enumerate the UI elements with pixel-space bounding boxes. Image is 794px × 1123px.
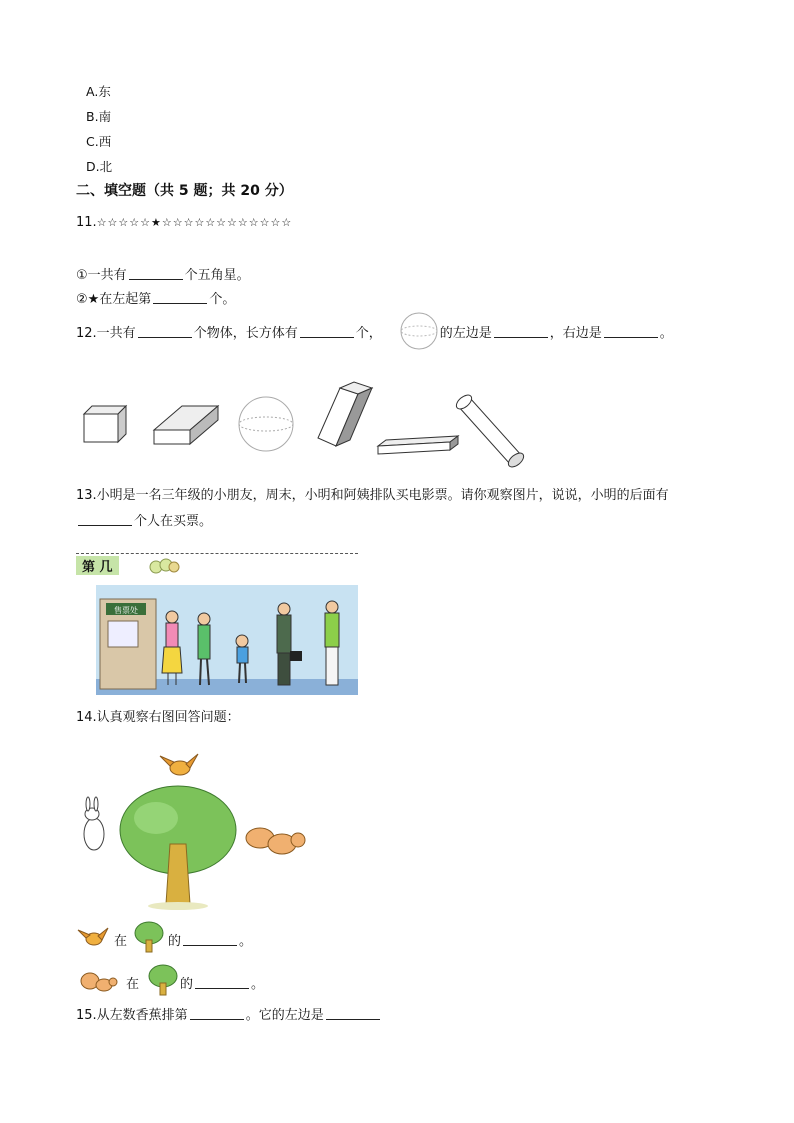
answer-blank[interactable] — [604, 325, 658, 338]
answer-blank[interactable] — [326, 1007, 380, 1020]
tall-cuboid-icon — [318, 382, 372, 446]
cuboid-icon — [154, 406, 218, 444]
answer-blank[interactable] — [494, 325, 548, 338]
tree-small-icon — [146, 963, 180, 997]
option-d: D.北 — [86, 159, 113, 174]
answer-blank[interactable] — [195, 976, 249, 989]
q15-line: 15.从左数香蕉排第 。它的左边是 — [76, 1004, 382, 1023]
q12-line: 12.一共有 个物体，长方体有 个， 的左边是 ，右边是 。 — [76, 326, 673, 341]
inline-sphere-icon — [398, 312, 440, 350]
tree-icon — [120, 786, 236, 910]
tree-animals-figure — [76, 748, 316, 913]
ticket-booth-icon — [100, 599, 156, 689]
answer-blank[interactable] — [138, 325, 192, 338]
banner-rule — [76, 553, 358, 554]
q14-prompt: 14.认真观察右图回答问题： — [76, 710, 240, 725]
option-a: A.东 — [86, 84, 111, 99]
option-c: C.西 — [86, 134, 112, 149]
q13-line1: 13.小明是一名三年级的小朋友，周末，小明和阿姨排队买电影票。请你观察图片，说说，小明的后面有 — [76, 488, 669, 503]
solid-shapes-figure — [78, 380, 538, 480]
bird-small-icon — [78, 926, 110, 948]
section-heading: 二、填空题（共 5 题；共 20 分） — [76, 183, 293, 199]
board-icon — [378, 436, 458, 454]
q11-stars-line: 11.☆☆☆☆☆★☆☆☆☆☆☆☆☆☆☆☆☆ — [76, 215, 293, 230]
cylinder-icon — [454, 392, 526, 469]
bird-icon — [160, 754, 198, 775]
q11-sub1: ①一共有 个五角星。 — [76, 268, 250, 283]
answer-blank[interactable] — [300, 325, 354, 338]
answer-blank[interactable] — [183, 933, 237, 946]
ticket-queue-figure — [76, 555, 366, 697]
q11-sub2: ②★在左起第 个。 — [76, 292, 236, 307]
banner-label: 第 几 — [76, 556, 119, 575]
q14-row2: 在 的 。 — [76, 963, 406, 997]
squirrel-icon — [246, 828, 305, 854]
rabbit-icon — [84, 797, 104, 850]
option-b: B.南 — [86, 109, 112, 124]
person-man-green — [325, 601, 339, 685]
answer-blank[interactable] — [153, 291, 207, 304]
q13-line2: 个人在买票。 — [76, 510, 212, 529]
ticket-sign: 售票处 — [114, 606, 138, 615]
squirrel-small-icon — [78, 969, 118, 993]
sphere-icon — [239, 397, 293, 451]
caterpillar-icon — [150, 559, 179, 573]
answer-blank[interactable] — [78, 513, 132, 526]
answer-blank[interactable] — [190, 1007, 244, 1020]
tree-small-icon — [132, 920, 166, 954]
answer-blank[interactable] — [129, 267, 183, 280]
q14-row1: 在 的 。 — [76, 920, 406, 954]
cube-icon — [84, 406, 126, 442]
